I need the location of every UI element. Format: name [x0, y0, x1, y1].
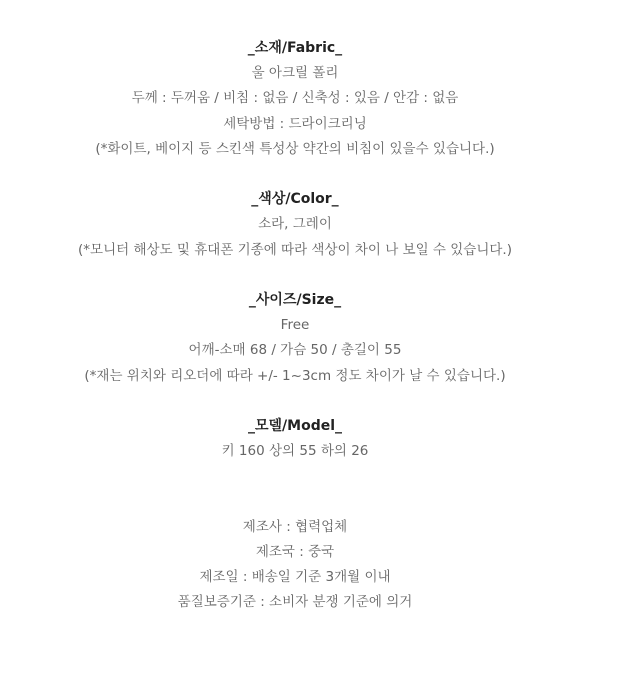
fabric-title: _소재/Fabric_: [247, 40, 343, 56]
fabric-material: 울 아크릴 폴리: [251, 65, 339, 82]
model-title: _모델/Model_: [247, 418, 343, 434]
manufacturer-country: 제조국 : 중국: [255, 544, 335, 560]
section-spacer: [0, 162, 590, 187]
size-title: _사이즈/Size_: [248, 292, 342, 308]
section-spacer: [0, 464, 590, 514]
quality-guarantee: 품질보증기준 : 소비자 분쟁 기준에 의거: [177, 594, 413, 611]
section-spacer: [0, 263, 590, 288]
model-spec: 키 160 상의 55 하의 26: [221, 443, 369, 460]
color-title: _색상/Color_: [251, 191, 339, 208]
product-info: [0, 36, 590, 616]
fabric-note: (*화이트, 베이지 등 스킨색 특성상 약간의 비침이 있을수 있습니다.): [95, 140, 495, 157]
size-measurements: 어깨-소매 68 / 가슴 50 / 총길이 55: [188, 342, 402, 359]
section-spacer: [0, 389, 590, 414]
size-note: (*재는 위치와 리오더에 따라 +/- 1~3cm 정도 차이가 날 수 있습니다.): [84, 367, 506, 384]
manufacturer-company: 제조사 : 협력업체: [242, 518, 348, 535]
color-options: 소라, 그레이: [258, 216, 332, 233]
manufacturer-date: 제조일 : 배송일 기준 3개월 이내: [199, 569, 391, 586]
size-option: Free: [280, 317, 310, 334]
fabric-washing: 세탁방법 : 드라이크리닝: [223, 115, 367, 132]
color-note: (*모니터 해상도 및 휴대폰 기종에 따라 색상이 차이 나 보일 수 있습니다.): [78, 241, 512, 258]
fabric-properties: 두께 : 두꺼움 / 비침 : 없음 / 신축성 : 있음 / 안감 : 없음: [131, 90, 459, 107]
